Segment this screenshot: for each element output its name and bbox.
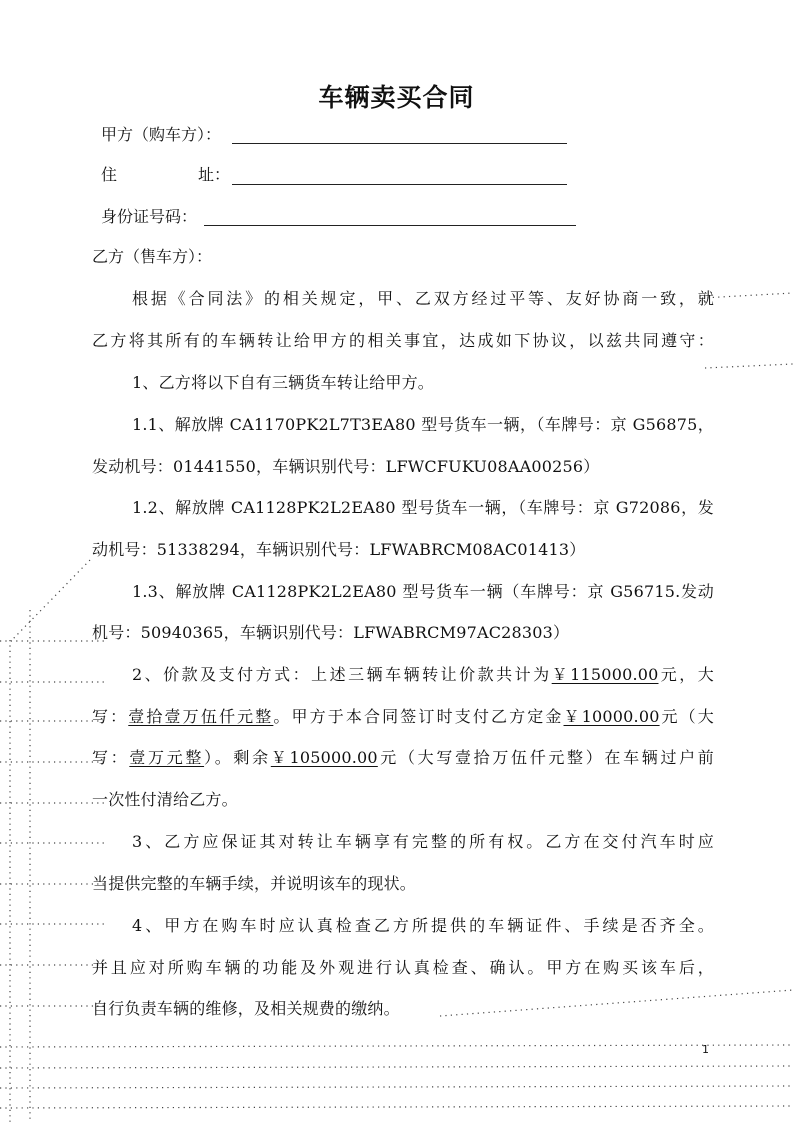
address-label-end: 址： [198, 165, 231, 184]
id-blank-line [204, 225, 576, 226]
intro-line-2: 乙方将其所有的车辆转让给甲方的相关事宜，达成如下协议，以兹共同遵守： [92, 331, 714, 350]
page-number: 1 [702, 1043, 709, 1056]
clause-1-3-line-1: 1.3、解放牌 CA1128PK2L2EA80 型号货车一辆（车牌号：京 G56715.发动 [132, 582, 714, 601]
clause-2-text-h: 元（大写壹拾万伍仟元整）在车辆过户前 [377, 748, 714, 767]
total-price-words: 壹拾壹万伍仟元整 [128, 707, 274, 726]
id-label: 身份证号码： [101, 207, 198, 226]
total-price-amount: ￥115000.00 [551, 665, 659, 684]
clause-1-1-line-1: 1.1、解放牌 CA1170PK2L7T3EA80 型号货车一辆，（车牌号：京 G56875， [132, 415, 714, 434]
clause-1-2-line-2: 动机号：51338294，车辆识别代号：LFWABRCM08AC01413） [92, 540, 586, 559]
clause-4-line-1: 4、甲方在购车时应认真检查乙方所提供的车辆证件、手续是否齐全。 [132, 916, 714, 935]
address-blank-line [232, 184, 567, 185]
clause-1-2-line-1: 1.2、解放牌 CA1128PK2L2EA80 型号货车一辆，（车牌号：京 G72086，发 [132, 498, 714, 517]
address-field [101, 164, 117, 186]
clause-1: 1、乙方将以下自有三辆货车转让给甲方。 [132, 373, 434, 392]
seller-field [92, 246, 212, 268]
buyer-blank-line [232, 143, 567, 144]
seller-label: 乙方（售车方）： [92, 247, 213, 266]
clause-4-line-3: 自行负责车辆的维修，及相关规费的缴纳。 [92, 999, 400, 1018]
deposit-words: 壹万元整 [129, 748, 205, 767]
clause-2-text-a: 2、价款及支付方式：上述三辆车辆转让价款共计为 [132, 665, 552, 684]
address-label-start: 住 [101, 165, 118, 184]
clause-2-text-g: ）。剩余 [204, 748, 271, 767]
clause-2-text-e: 元（大 [659, 707, 714, 726]
buyer-field [101, 124, 221, 146]
clause-2-text-b: 元，大 [658, 665, 714, 684]
clause-1-3-line-2: 机号：50940365，车辆识别代号：LFWABRCM97AC28303） [92, 623, 570, 642]
deposit-amount: ￥10000.00 [563, 707, 660, 726]
clause-2-line-2 [92, 706, 714, 728]
clause-3-line-2: 当提供完整的车辆手续，并说明该车的现状。 [92, 874, 417, 893]
clause-1-1-line-2: 发动机号：01441550，车辆识别代号：LFWCFUKU08AA00256） [92, 457, 600, 476]
buyer-label: 甲方（购车方）： [101, 125, 222, 144]
clause-2-line-1 [132, 664, 714, 686]
intro-line-1: 根据《合同法》的相关规定，甲、乙双方经过平等、友好协商一致，就 [132, 289, 714, 308]
clause-2-text-f: 写： [92, 748, 130, 767]
document-title: 车辆卖买合同 [318, 83, 475, 112]
clause-2-text-d: 。甲方于本合同签订时支付乙方定金 [273, 707, 564, 726]
clause-3-line-1: 3、乙方应保证其对转让车辆享有完整的所有权。乙方在交付汽车时应 [132, 832, 714, 851]
clause-2-text-c: 写： [92, 707, 129, 726]
id-field [101, 206, 197, 228]
clause-2-line-3 [92, 747, 714, 769]
remaining-amount: ￥105000.00 [270, 748, 378, 767]
clause-2-line-4: 一次性付清给乙方。 [92, 790, 238, 809]
address-field-end [198, 164, 230, 186]
clause-4-line-2: 并且应对所购车辆的功能及外观进行认真检查、确认。甲方在购买该车后， [92, 958, 714, 977]
